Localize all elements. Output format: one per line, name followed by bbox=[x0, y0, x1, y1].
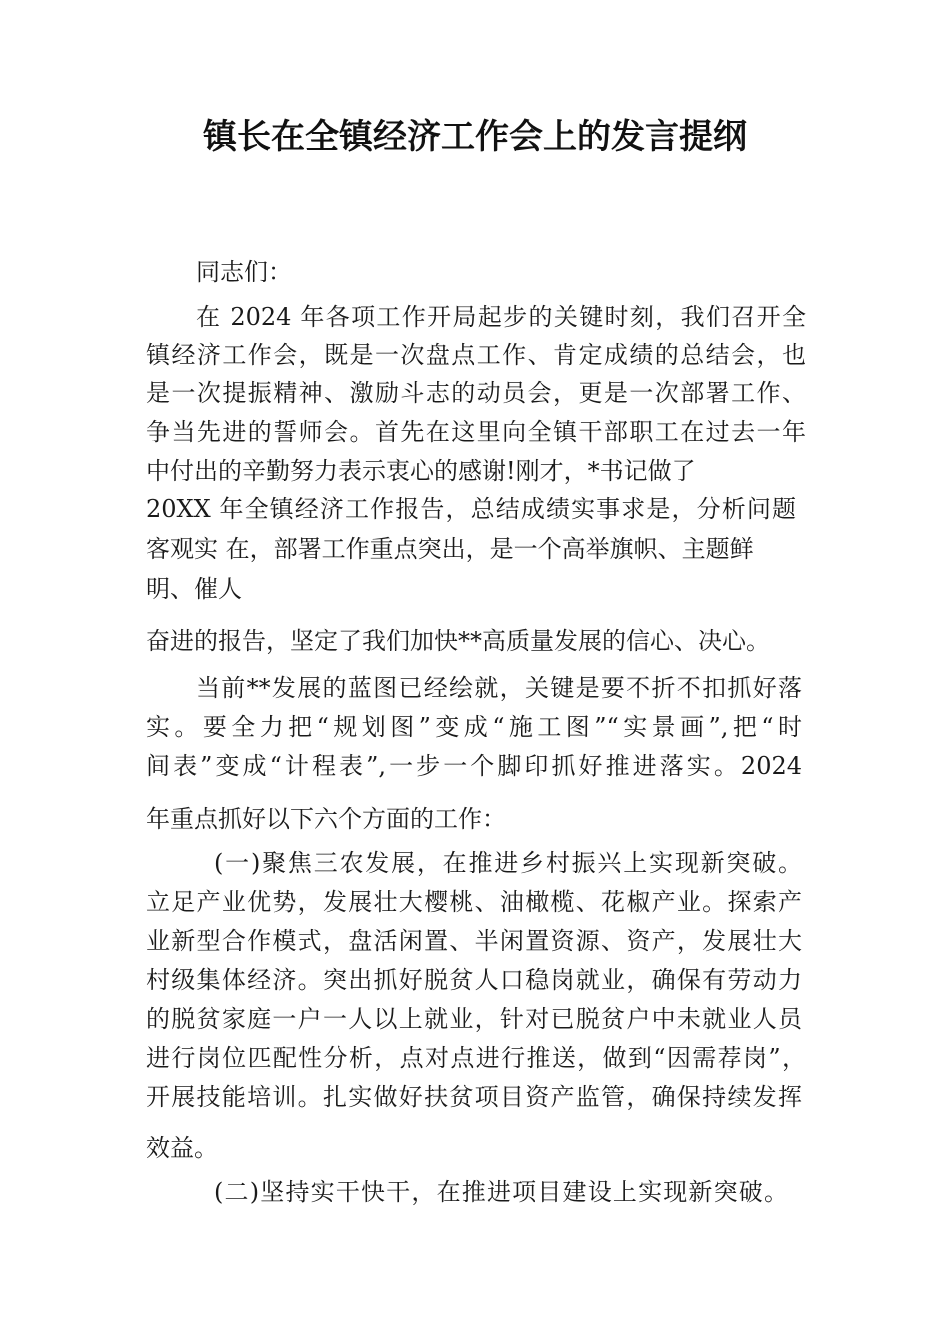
text-line: 20XX 年全镇经济工作报告，总结成绩实事求是，分析问题 bbox=[146, 495, 796, 523]
text-line: 中付出的辛勤努力表示衷心的感谢!刚才，*书记做了 bbox=[146, 457, 696, 485]
document-title: 镇长在全镇经济工作会上的发言提纲 bbox=[203, 117, 747, 157]
text-line: 客观实 在，部署工作重点突出，是一个高举旗帜、主题鲜 bbox=[146, 535, 754, 563]
text-line: 争当先进的誓师会。首先在这里向全镇干部职工在过去一年 bbox=[146, 418, 806, 446]
text-line: 进行岗位匹配性分析，点对点进行推送，做到“因需荐岗”， bbox=[146, 1044, 806, 1072]
text-line: 效益。 bbox=[146, 1134, 218, 1162]
text-line: 在 2024 年各项工作开局起步的关键时刻，我们召开全 bbox=[196, 303, 806, 331]
salutation: 同志们： bbox=[196, 258, 292, 286]
text-line: 是一次提振精神、激励斗志的动员会，更是一次部署工作、 bbox=[146, 379, 806, 407]
text-line: 立足产业优势，发展壮大樱桃、油橄榄、花椒产业。探索产 bbox=[146, 888, 802, 916]
section-heading: (二)坚持实干快干，在推进项目建设上实现新突破。 bbox=[214, 1178, 788, 1206]
text-line: 当前**发展的蓝图已经绘就，关键是要不折不扣抓好落 bbox=[196, 674, 802, 702]
text-line: 间表”变成“计程表”,一步一个脚印抓好推进落实。2024 bbox=[146, 752, 802, 780]
text-line: 业新型合作模式，盘活闲置、半闲置资源、资产，发展壮大 bbox=[146, 927, 802, 955]
text-line: 镇经济工作会，既是一次盘点工作、肯定成绩的总结会，也 bbox=[146, 341, 806, 369]
text-line: 实。要全力把“规划图”变成“施工图”“实景画”,把“时 bbox=[146, 713, 802, 741]
text-line: 奋进的报告，坚定了我们加快**高质量发展的信心、决心。 bbox=[146, 627, 770, 655]
text-line: 开展技能培训。扎实做好扶贫项目资产监管，确保持续发挥 bbox=[146, 1083, 802, 1111]
text-line: 的脱贫家庭一户一人以上就业，针对已脱贫户中未就业人员 bbox=[146, 1005, 802, 1033]
text-line: 明、催人 bbox=[146, 575, 242, 603]
text-line: 村级集体经济。突出抓好脱贫人口稳岗就业，确保有劳动力 bbox=[146, 966, 802, 994]
text-line: 年重点抓好以下六个方面的工作： bbox=[146, 805, 506, 833]
section-heading: (一)聚焦三农发展，在推进乡村振兴上实现新突破。 bbox=[214, 849, 802, 877]
